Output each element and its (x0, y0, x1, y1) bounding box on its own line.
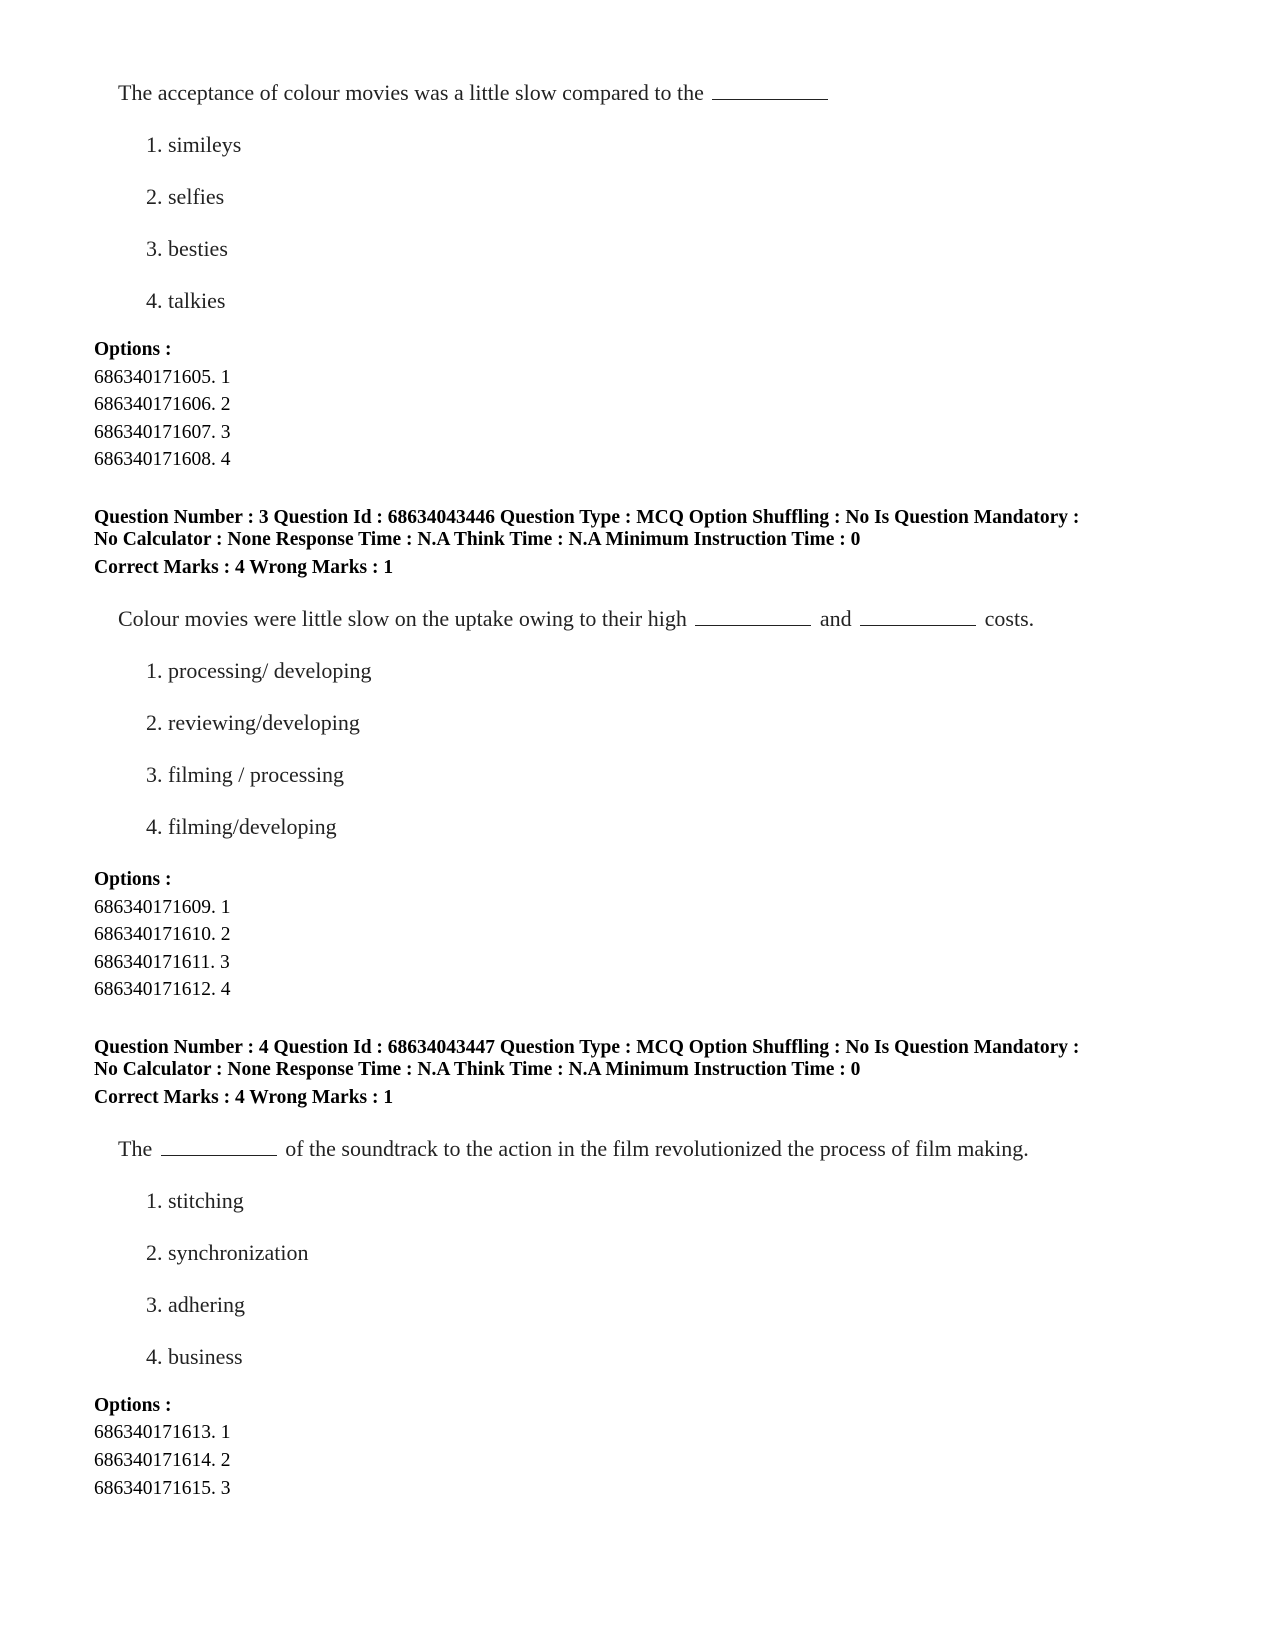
question-stem-text: and (819, 606, 852, 631)
option-id-line: 686340171615. 3 (94, 1478, 231, 1499)
options-label: Options : (94, 1395, 172, 1416)
options-label: Options : (94, 869, 172, 890)
question-stem (118, 606, 1034, 632)
question-stem (118, 80, 831, 106)
question-stem-text: of the soundtrack to the action in the film revolutionized the process of film making. (285, 1136, 1029, 1161)
choice-item: 2. reviewing/developing (146, 710, 360, 735)
option-id-line: 686340171610. 2 (94, 924, 231, 945)
choice-item: 2. selfies (146, 184, 225, 209)
choice-item: 3. besties (146, 236, 228, 261)
choice-item: 1. processing/ developing (146, 658, 372, 683)
choice-item: 4. filming/developing (146, 814, 337, 839)
question-stem-text: The (118, 1136, 153, 1161)
question-marks: Correct Marks : 4 Wrong Marks : 1 (94, 1087, 394, 1108)
question-stem-text: The acceptance of colour movies was a little slow compared to the (118, 80, 704, 105)
option-id-line: 686340171613. 1 (94, 1422, 231, 1443)
choice-item: 4. talkies (146, 288, 226, 313)
option-id-line: 686340171614. 2 (94, 1450, 231, 1471)
option-id-line: 686340171612. 4 (94, 979, 231, 1000)
choice-item: 3. filming / processing (146, 762, 344, 787)
question-stem-text: Colour movies were little slow on the uptake owing to their high (118, 606, 687, 631)
option-id-line: 686340171611. 3 (94, 952, 230, 973)
choice-item: 4. business (146, 1344, 243, 1369)
choice-item: 1. stitching (146, 1188, 244, 1213)
question-meta-line: No Calculator : None Response Time : N.A Think Time : N.A Minimum Instruction Time : 0 (94, 1059, 861, 1080)
option-id-line: 686340171605. 1 (94, 367, 231, 388)
question-stem-text: costs. (984, 606, 1035, 631)
choice-item: 3. adhering (146, 1292, 245, 1317)
answer-blank (860, 607, 976, 626)
question-meta-line: Question Number : 3 Question Id : 68634043446 Question Type : MCQ Option Shuffling : No Is Question Mandatory : (94, 507, 1080, 528)
answer-blank (161, 1137, 277, 1156)
question-meta-line: No Calculator : None Response Time : N.A Think Time : N.A Minimum Instruction Time : 0 (94, 529, 861, 550)
answer-blank (712, 81, 828, 100)
option-id-line: 686340171609. 1 (94, 897, 231, 918)
option-id-line: 686340171608. 4 (94, 449, 231, 470)
options-label: Options : (94, 339, 172, 360)
question-stem (118, 1136, 1029, 1162)
option-id-line: 686340171606. 2 (94, 394, 231, 415)
question-meta-line: Question Number : 4 Question Id : 68634043447 Question Type : MCQ Option Shuffling : No Is Question Mandatory : (94, 1037, 1080, 1058)
question-marks: Correct Marks : 4 Wrong Marks : 1 (94, 557, 394, 578)
answer-blank (695, 607, 811, 626)
option-id-line: 686340171607. 3 (94, 422, 231, 443)
choice-item: 2. synchronization (146, 1240, 309, 1265)
choice-item: 1. simileys (146, 132, 242, 157)
